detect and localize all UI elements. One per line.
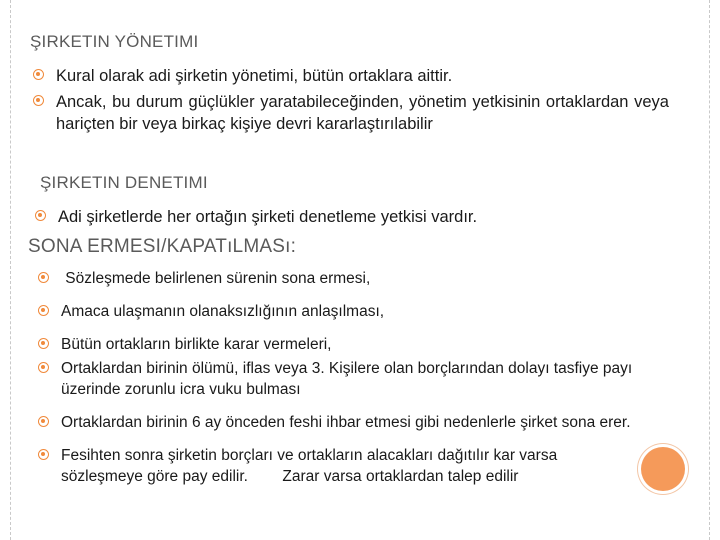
decorative-circle	[641, 447, 685, 491]
list-item	[35, 206, 675, 228]
bullet-icon	[38, 362, 49, 373]
list-item	[38, 445, 638, 487]
item-text: Ortaklardan birinin 6 ay önceden feshi ihbar etmesi gibi nedenlerle şirket sona erer.	[61, 414, 631, 431]
bullet-icon	[38, 305, 49, 316]
bullet-icon	[33, 69, 44, 80]
list-item	[33, 91, 669, 135]
list-audit	[35, 206, 675, 228]
list-item	[33, 65, 669, 87]
item-text: Ancak, bu durum güçlükler yaratabileceğinden, yönetim yetkisinin ortaklardan veya hariçten bir veya birkaç kişiye devri kararlaştırılabilir	[56, 93, 669, 133]
item-text: Ortaklardan birinin ölümü, iflas veya 3. Kişilere olan borçlarından dolayı tasfiye payı üzerinde zorunlu icra vuku bulması	[61, 360, 633, 398]
heading-audit: ŞIRKETIN DENETIMI	[40, 173, 208, 192]
list-item	[38, 268, 638, 289]
item-text: Bütün ortakların birlikte karar vermeleri,	[61, 336, 332, 353]
bullet-icon	[38, 338, 49, 349]
bullet-icon	[35, 210, 46, 221]
item-text: Kural olarak adi şirketin yönetimi, bütün ortaklara aittir.	[56, 67, 453, 85]
list-item	[38, 301, 638, 322]
list-termination	[38, 268, 638, 492]
item-text: Sözleşmede belirlenen sürenin sona ermesi,	[61, 270, 371, 287]
item-text: Fesihten sonra şirketin borçları ve ortakların alacakları dağıtılır kar varsa sözleşmeye göre pay edilir. Zarar varsa ortaklardan talep edilir	[61, 447, 562, 485]
item-text: Adi şirketlerde her ortağın şirketi denetleme yetkisi vardır.	[58, 208, 478, 226]
bullet-icon	[33, 95, 44, 106]
list-management	[33, 65, 669, 139]
left-border-line	[10, 0, 11, 540]
heading-termination: SONA ERMESI/KAPATıLMASı:	[28, 236, 297, 257]
heading-management: ŞIRKETIN YÖNETIMI	[30, 32, 199, 51]
bullet-icon	[38, 272, 49, 283]
bullet-icon	[38, 449, 49, 460]
list-item	[38, 334, 638, 355]
list-item	[38, 358, 638, 400]
item-text: Amaca ulaşmanın olanaksızlığının anlaşılması,	[61, 303, 385, 320]
list-item	[38, 412, 638, 433]
bullet-icon	[38, 416, 49, 427]
right-border-line	[709, 0, 710, 540]
